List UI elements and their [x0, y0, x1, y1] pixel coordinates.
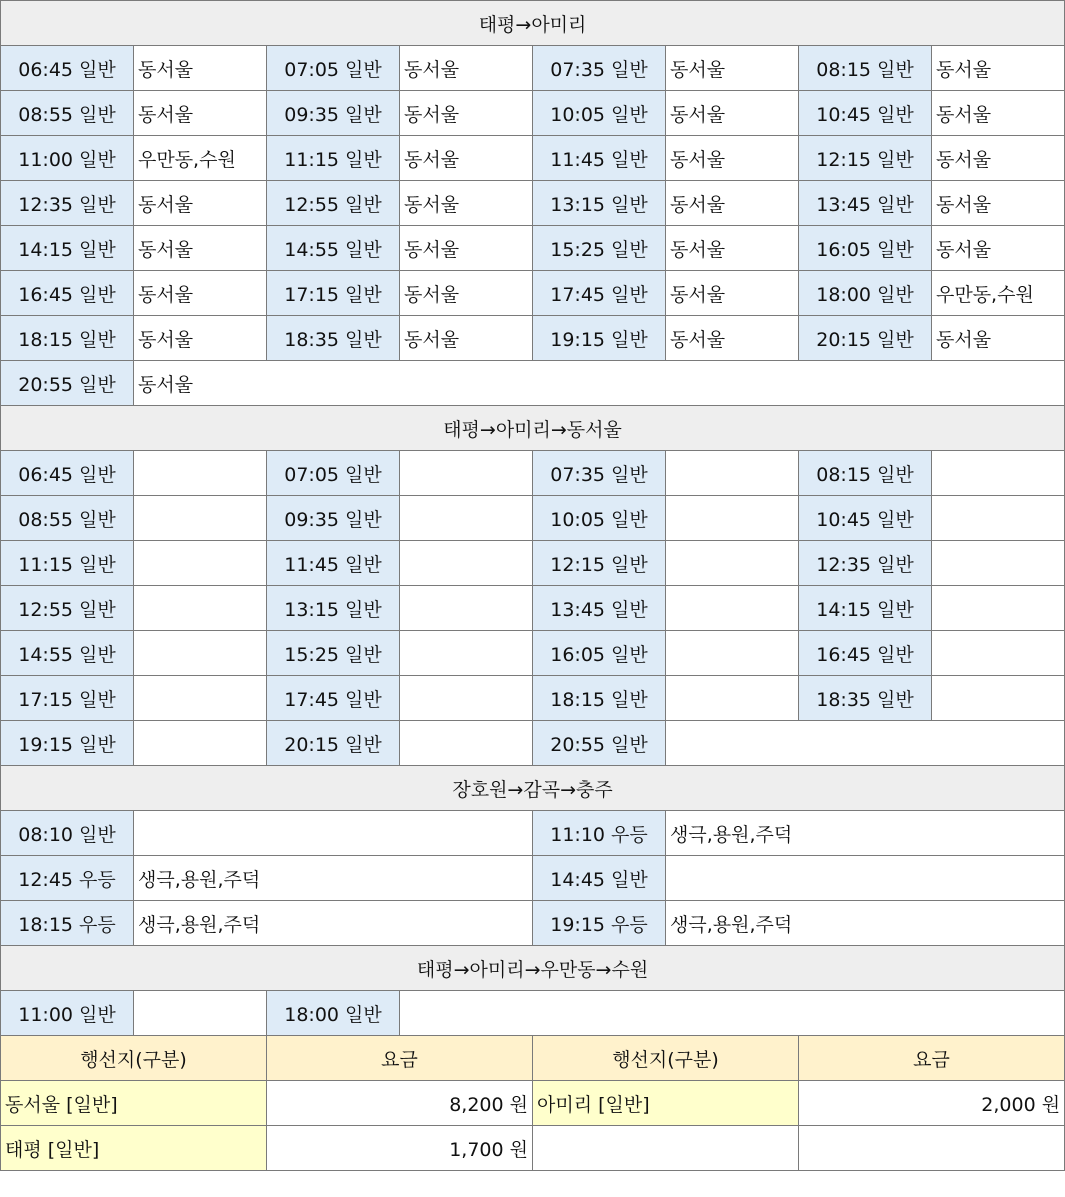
destination — [666, 496, 799, 541]
destination: 생극,용원,주덕 — [134, 856, 533, 901]
departure-time: 18:15 일반 — [1, 316, 134, 361]
destination: 생극,용원,주덕 — [666, 811, 1065, 856]
destination — [400, 631, 533, 676]
departure-time: 10:45 일반 — [799, 91, 932, 136]
departure-time: 18:15 우등 — [1, 901, 134, 946]
section-title: 장호원→감곡→충주 — [1, 766, 1065, 811]
destination: 동서울 — [134, 46, 267, 91]
departure-time: 12:15 일반 — [533, 541, 666, 586]
destination: 동서울 — [666, 271, 799, 316]
section-header-row — [1, 1, 1065, 46]
destination — [400, 991, 1065, 1036]
section-title: 태평→아미리 — [1, 1, 1065, 46]
departure-time: 14:45 일반 — [533, 856, 666, 901]
departure-time: 17:45 일반 — [267, 676, 400, 721]
destination: 동서울 — [932, 136, 1065, 181]
departure-time: 18:15 일반 — [533, 676, 666, 721]
departure-time: 19:15 일반 — [533, 316, 666, 361]
destination — [134, 721, 267, 766]
fare-price: 1,700 원 — [267, 1126, 533, 1171]
schedule-row — [1, 541, 1065, 586]
section-header-row — [1, 946, 1065, 991]
destination — [134, 991, 267, 1036]
destination — [932, 586, 1065, 631]
destination — [134, 496, 267, 541]
departure-time: 17:15 일반 — [1, 676, 134, 721]
schedule-row — [1, 991, 1065, 1036]
destination — [666, 676, 799, 721]
destination: 동서울 — [666, 181, 799, 226]
destination: 동서울 — [134, 271, 267, 316]
departure-time: 11:15 일반 — [1, 541, 134, 586]
departure-time: 13:15 일반 — [533, 181, 666, 226]
destination: 생극,용원,주덕 — [666, 901, 1065, 946]
schedule-row — [1, 586, 1065, 631]
departure-time: 11:00 일반 — [1, 991, 134, 1036]
destination — [932, 541, 1065, 586]
fare-price-header: 요금 — [799, 1036, 1065, 1081]
departure-time: 07:35 일반 — [533, 46, 666, 91]
departure-time: 14:15 일반 — [1, 226, 134, 271]
departure-time: 17:15 일반 — [267, 271, 400, 316]
departure-time: 13:15 일반 — [267, 586, 400, 631]
destination: 동서울 — [666, 46, 799, 91]
departure-time: 11:00 일반 — [1, 136, 134, 181]
departure-time: 12:55 일반 — [267, 181, 400, 226]
destination: 동서울 — [666, 91, 799, 136]
destination: 동서울 — [134, 226, 267, 271]
departure-time: 17:45 일반 — [533, 271, 666, 316]
departure-time: 09:35 일반 — [267, 91, 400, 136]
schedule-row — [1, 226, 1065, 271]
destination: 동서울 — [666, 316, 799, 361]
fare-row — [1, 1126, 1065, 1171]
destination — [932, 676, 1065, 721]
destination — [666, 541, 799, 586]
departure-time: 09:35 일반 — [267, 496, 400, 541]
destination — [134, 811, 533, 856]
departure-time: 18:00 일반 — [267, 991, 400, 1036]
destination — [400, 721, 533, 766]
departure-time: 07:35 일반 — [533, 451, 666, 496]
fare-price-header: 요금 — [267, 1036, 533, 1081]
fare-header-row — [1, 1036, 1065, 1081]
schedule-row — [1, 136, 1065, 181]
departure-time: 06:45 일반 — [1, 46, 134, 91]
destination — [666, 586, 799, 631]
destination: 동서울 — [932, 181, 1065, 226]
fare-destination-header: 행선지(구분) — [533, 1036, 799, 1081]
destination — [932, 451, 1065, 496]
destination — [400, 451, 533, 496]
schedule-row — [1, 856, 1065, 901]
departure-time: 11:10 우등 — [533, 811, 666, 856]
departure-time: 15:25 일반 — [267, 631, 400, 676]
destination: 동서울 — [400, 136, 533, 181]
destination — [134, 451, 267, 496]
departure-time: 14:55 일반 — [267, 226, 400, 271]
destination: 동서울 — [400, 91, 533, 136]
departure-time: 20:15 일반 — [799, 316, 932, 361]
destination: 동서울 — [400, 181, 533, 226]
fare-price — [799, 1126, 1065, 1171]
departure-time: 18:00 일반 — [799, 271, 932, 316]
destination: 동서울 — [400, 271, 533, 316]
destination — [400, 541, 533, 586]
destination — [134, 676, 267, 721]
departure-time: 11:45 일반 — [267, 541, 400, 586]
destination: 동서울 — [666, 226, 799, 271]
departure-time: 08:55 일반 — [1, 496, 134, 541]
destination — [134, 586, 267, 631]
departure-time: 15:25 일반 — [533, 226, 666, 271]
fare-row — [1, 1081, 1065, 1126]
destination: 동서울 — [932, 226, 1065, 271]
destination — [666, 721, 1065, 766]
fare-destination: 태평 [일반] — [1, 1126, 267, 1171]
departure-time: 14:15 일반 — [799, 586, 932, 631]
departure-time: 20:15 일반 — [267, 721, 400, 766]
destination — [400, 676, 533, 721]
departure-time: 10:05 일반 — [533, 496, 666, 541]
fare-destination: 아미리 [일반] — [533, 1081, 799, 1126]
destination: 동서울 — [134, 316, 267, 361]
departure-time: 12:55 일반 — [1, 586, 134, 631]
fare-destination — [533, 1126, 799, 1171]
schedule-row — [1, 91, 1065, 136]
destination: 동서울 — [932, 46, 1065, 91]
fare-destination: 동서울 [일반] — [1, 1081, 267, 1126]
departure-time: 18:35 일반 — [799, 676, 932, 721]
departure-time: 13:45 일반 — [799, 181, 932, 226]
destination: 동서울 — [400, 46, 533, 91]
departure-time: 08:15 일반 — [799, 451, 932, 496]
destination: 동서울 — [400, 226, 533, 271]
destination: 동서울 — [400, 316, 533, 361]
departure-time: 16:05 일반 — [533, 631, 666, 676]
departure-time: 08:55 일반 — [1, 91, 134, 136]
destination: 동서울 — [134, 91, 267, 136]
destination: 우만동,수원 — [134, 136, 267, 181]
departure-time: 10:45 일반 — [799, 496, 932, 541]
schedule-row — [1, 901, 1065, 946]
departure-time: 08:10 일반 — [1, 811, 134, 856]
destination — [134, 631, 267, 676]
section-header-row — [1, 406, 1065, 451]
schedule-row — [1, 316, 1065, 361]
fare-price: 8,200 원 — [267, 1081, 533, 1126]
departure-time: 12:45 우등 — [1, 856, 134, 901]
schedule-row — [1, 46, 1065, 91]
departure-time: 06:45 일반 — [1, 451, 134, 496]
fare-price: 2,000 원 — [799, 1081, 1065, 1126]
schedule-row — [1, 271, 1065, 316]
schedule-row — [1, 631, 1065, 676]
departure-time: 14:55 일반 — [1, 631, 134, 676]
departure-time: 10:05 일반 — [533, 91, 666, 136]
section-header-row — [1, 766, 1065, 811]
destination: 동서울 — [134, 361, 1065, 406]
departure-time: 11:45 일반 — [533, 136, 666, 181]
departure-time: 16:45 일반 — [1, 271, 134, 316]
schedule-row — [1, 181, 1065, 226]
schedule-row — [1, 361, 1065, 406]
departure-time: 13:45 일반 — [533, 586, 666, 631]
destination — [932, 496, 1065, 541]
destination: 우만동,수원 — [932, 271, 1065, 316]
departure-time: 07:05 일반 — [267, 46, 400, 91]
departure-time: 19:15 일반 — [1, 721, 134, 766]
departure-time: 16:45 일반 — [799, 631, 932, 676]
fare-destination-header: 행선지(구분) — [1, 1036, 267, 1081]
destination: 생극,용원,주덕 — [134, 901, 533, 946]
departure-time: 19:15 우등 — [533, 901, 666, 946]
section-title: 태평→아미리→우만동→수원 — [1, 946, 1065, 991]
destination: 동서울 — [932, 91, 1065, 136]
departure-time: 16:05 일반 — [799, 226, 932, 271]
destination — [400, 586, 533, 631]
destination — [666, 451, 799, 496]
destination: 동서울 — [932, 316, 1065, 361]
destination: 동서울 — [134, 181, 267, 226]
departure-time: 18:35 일반 — [267, 316, 400, 361]
departure-time: 08:15 일반 — [799, 46, 932, 91]
schedule-row — [1, 676, 1065, 721]
departure-time: 07:05 일반 — [267, 451, 400, 496]
departure-time: 12:35 일반 — [1, 181, 134, 226]
departure-time: 20:55 일반 — [533, 721, 666, 766]
destination — [666, 631, 799, 676]
destination — [932, 631, 1065, 676]
departure-time: 12:35 일반 — [799, 541, 932, 586]
destination: 동서울 — [666, 136, 799, 181]
schedule-row — [1, 721, 1065, 766]
destination — [134, 541, 267, 586]
departure-time: 11:15 일반 — [267, 136, 400, 181]
departure-time: 20:55 일반 — [1, 361, 134, 406]
section-title: 태평→아미리→동서울 — [1, 406, 1065, 451]
destination — [400, 496, 533, 541]
schedule-row — [1, 451, 1065, 496]
schedule-row — [1, 811, 1065, 856]
departure-time: 12:15 일반 — [799, 136, 932, 181]
schedule-row — [1, 496, 1065, 541]
destination — [666, 856, 1065, 901]
